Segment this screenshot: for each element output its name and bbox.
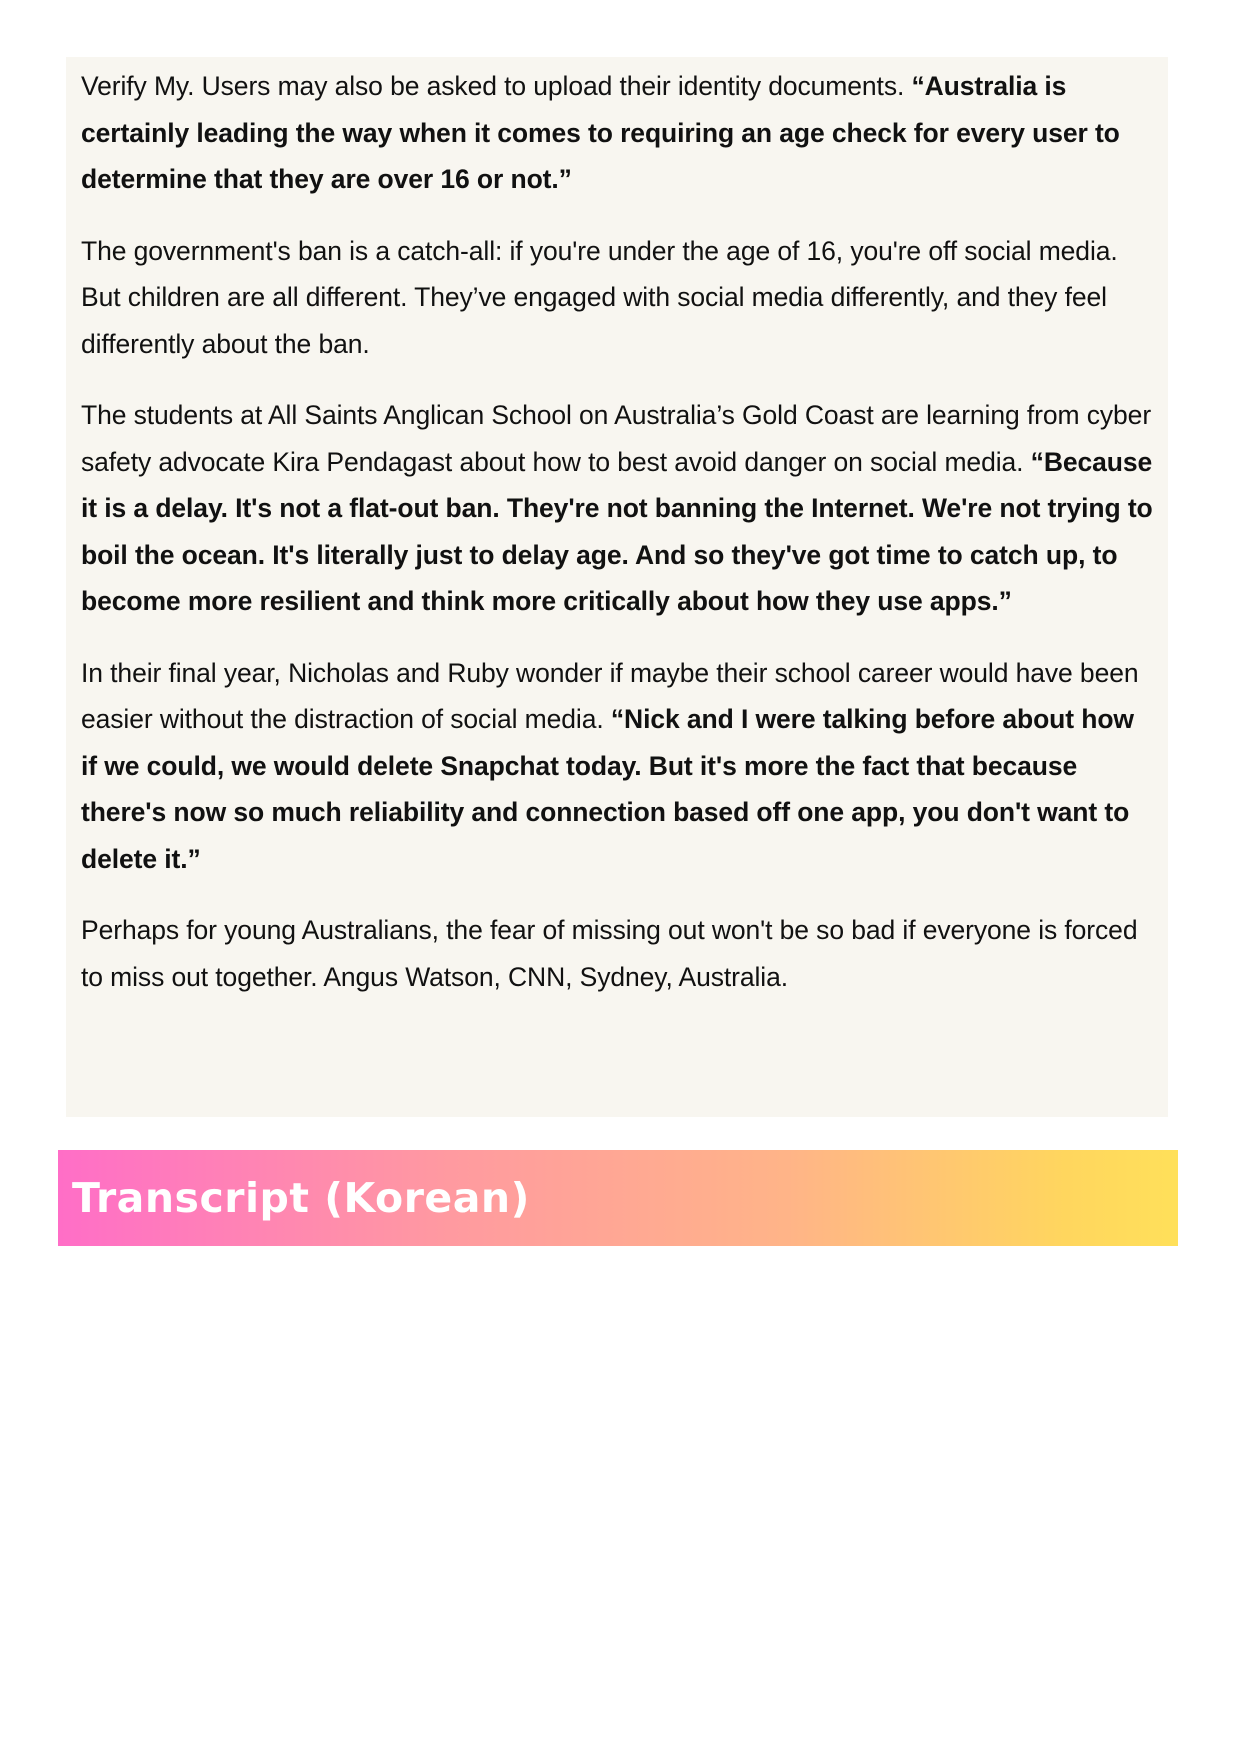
paragraph-closing: [81, 907, 1154, 1000]
paragraph-verification: [81, 63, 1154, 203]
quote-text: “Australia is certainly leading the way when it comes to requiring an age check for every user to determine that they are over 16 or not.”: [81, 71, 1120, 194]
transcript-section-banner: [58, 1150, 1178, 1246]
paragraph-students: [81, 392, 1154, 625]
paragraph-text: The government's ban is a catch-all: if you're under the age of 16, you're off social media. But children are all different. They’ve engaged with social media differently, and they feel differently about the ban.: [81, 235, 1118, 359]
paragraph-text: Verify My. Users may also be asked to upload their identity documents.: [81, 71, 912, 101]
paragraph-text: Perhaps for young Australians, the fear of missing out won't be so bad if everyone is forced to miss out together. Angus Watson, CNN, Sydney, Australia.: [81, 915, 1138, 992]
quote-text: “Nick and I were talking before about how if we could, we would delete Snapchat today. But it's more the fact that because there's now so much reliability and connection based off one app, you don't want to delete it.”: [81, 704, 1134, 874]
paragraph-text: The students at All Saints Anglican School on Australia’s Gold Coast are learning from cyber safety advocate Kira Pendagast about how to best avoid danger on social media.: [81, 400, 1152, 477]
paragraph-text: In their final year, Nicholas and Ruby wonder if maybe their school career would have been easier without the distraction of social media.: [81, 657, 1139, 734]
article-panel: [66, 57, 1168, 1117]
paragraph-final-year: [81, 650, 1154, 883]
quote-text: “Because it is a delay. It's not a flat-out ban. They're not banning the Internet. We're not trying to boil the ocean. It's literally just to delay age. And so they've got time to catch up, to become more resilient and think more critically about how they use apps.”: [81, 446, 1153, 616]
section-title: Transcript (Korean): [72, 1174, 530, 1222]
paragraph-catch-all: [81, 228, 1154, 368]
